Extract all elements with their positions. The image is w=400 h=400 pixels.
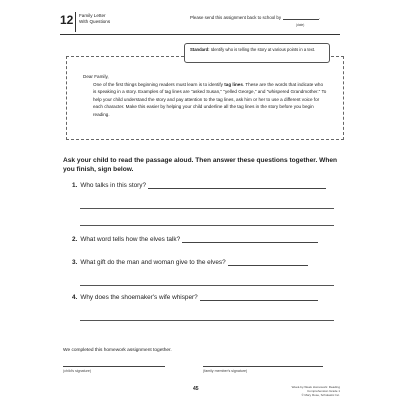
question-number: 1. (72, 182, 78, 189)
answer-line[interactable] (80, 208, 334, 209)
credit-line-1: Week-by-Week Homework: Reading Comprehension Grade 1 (291, 385, 340, 393)
question-2 (72, 236, 318, 243)
standard-callout (184, 43, 330, 63)
answer-line[interactable] (80, 320, 334, 321)
letter-body-start: One of the first things beginning readers must learn is to identify (93, 81, 223, 87)
question-text: Why does the shoemaker's wife whisper? (80, 294, 198, 301)
question-text: What word tells how the elves talk? (80, 236, 181, 243)
date-caption: (date) (296, 23, 305, 27)
instructions: Ask your child to read the passage aloud. Then answer these questions together. When you finish, sign below. (63, 157, 338, 173)
page-number: 45 (193, 386, 199, 392)
answer-line[interactable] (200, 294, 318, 301)
completion-statement: We completed this homework assignment together. (63, 348, 172, 353)
due-date-line (283, 19, 319, 20)
credit-line-2: © Mary Rose, Scholastic Inc. (301, 393, 340, 397)
question-3 (72, 259, 308, 266)
family-signature-line[interactable] (203, 366, 323, 367)
question-number: 4. (72, 294, 78, 301)
child-signature-label: (child's signature) (63, 369, 92, 373)
question-4 (72, 294, 318, 301)
credit-line (280, 385, 340, 397)
send-back-instruction: Please send this assignment back to school by . (190, 15, 321, 20)
assignment-type-line2: With Questions (79, 19, 111, 24)
question-text: What gift do the man and woman give to the elves? (80, 259, 226, 266)
answer-line[interactable] (80, 285, 334, 286)
child-signature-line[interactable] (63, 366, 165, 367)
answer-line[interactable] (148, 182, 326, 189)
answer-line[interactable] (228, 259, 308, 266)
question-number: 2. (72, 236, 78, 243)
standard-label: Standard: (190, 47, 210, 52)
question-number: 3. (72, 259, 78, 266)
answer-line[interactable] (182, 236, 318, 243)
letter-greeting: Dear Family, (83, 74, 109, 79)
family-signature-label: (family member's signature) (203, 369, 248, 373)
header-rule (60, 34, 340, 35)
letter-body-rest: . These are the words that indicate who is speaking in a story. Examples of tag lines are "asked Susan," "yelled George," and "whispered Grandmother." To help your child understand the story and pay attention to the tag lines, ask him or her to use a different voice for each character. Make this easier by helping your child underline all the tag lines in the story before you begin reading. (93, 81, 327, 117)
letter-term: tag lines (224, 81, 243, 87)
header-divider (75, 12, 76, 32)
assignment-type (79, 13, 110, 25)
letter-body (83, 81, 327, 119)
question-text: Who talks in this story? (80, 182, 147, 189)
answer-line[interactable] (80, 225, 334, 226)
assignment-number: 12 (60, 13, 74, 27)
question-1 (72, 182, 326, 189)
standard-text: Identify who is telling the story at various points in a text. (210, 47, 316, 52)
family-letter (83, 73, 327, 119)
assignment-type-line1: Family Letter (79, 13, 106, 18)
send-back-text: Please send this assignment back to school by (190, 15, 282, 20)
